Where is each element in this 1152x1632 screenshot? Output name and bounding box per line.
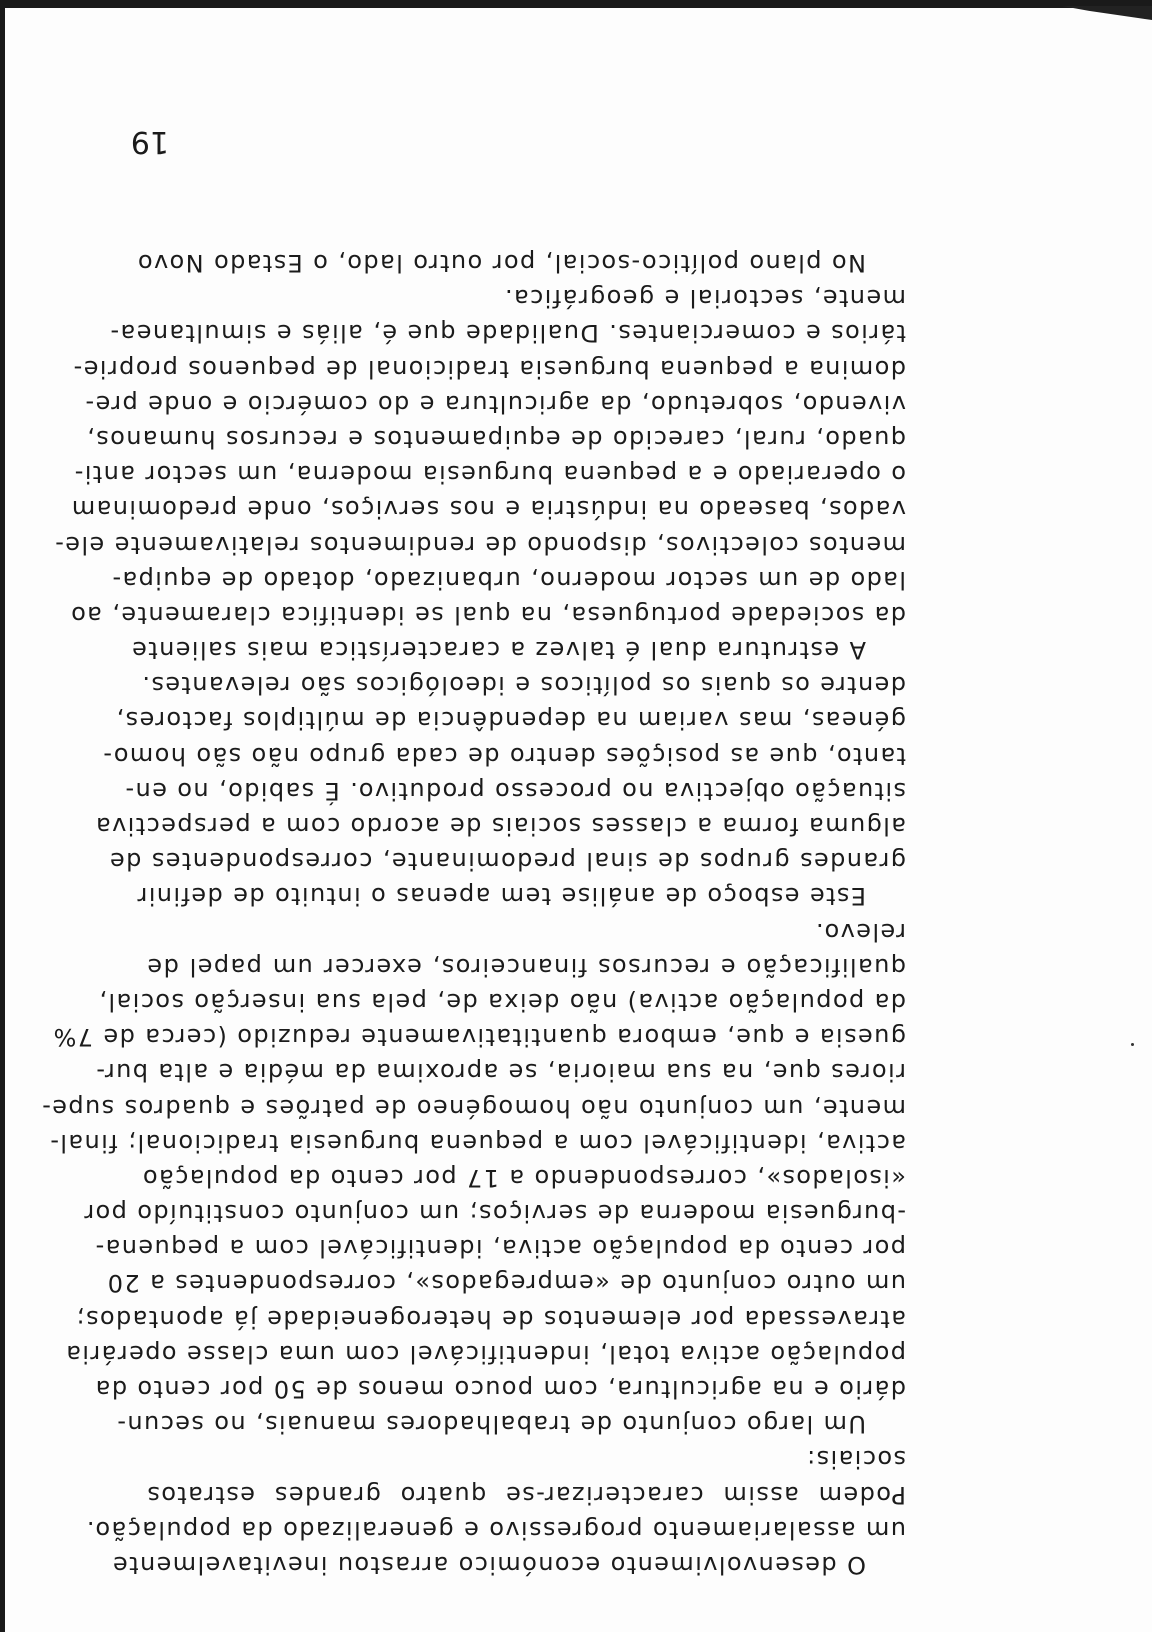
text-line: o operariado e a pequena burguesia moderna, um sector anti- — [73, 460, 906, 489]
text-line: Podem assim caracterizar-se quatro grandes estratos — [146, 1480, 906, 1509]
text-line: um outro conjunto de «empregados», correspondentes a 20 — [106, 1269, 906, 1298]
text-line: por cento da população activa, identificável com a pequena- — [94, 1234, 906, 1263]
paragraph — [40, 913, 906, 1441]
text-line: da população activa) não deixa de, pela sua inserção social, — [98, 988, 906, 1016]
text-line: quado, rural, carecido de equipamentos e recursos humanos, — [85, 425, 906, 453]
text-line: relevo. — [814, 917, 906, 946]
text-line: mentos colectivos, dispondo de rendimentos relativamente ele- — [53, 530, 906, 559]
text-line: -burguesia moderna de serviços; um conjunto constituído por — [82, 1199, 906, 1228]
body-text — [40, 245, 906, 1582]
text-line: grandes grupos de sinal predominante, correspondentes de — [108, 847, 906, 876]
text-line: riores que, na sua maioria, se aproxima da média e alta bur- — [94, 1058, 906, 1087]
text-line: dentre os quais os políticos e ideológicos são relevantes. — [141, 671, 906, 700]
text-line: mente, um conjunto não homogéneo de patrões e quadros supe- — [40, 1093, 906, 1122]
text-line: situação objectiva no processo produtivo. É sabido, no en- — [124, 776, 906, 805]
text-line: O desenvolvimento económico arrastou inevitavelmente — [111, 1551, 866, 1579]
text-line: atravessada por elementos de heterogeneidade já apontados; — [75, 1304, 906, 1333]
text-line: activa, identificável com a pequena burguesia tradicional; final- — [48, 1128, 906, 1157]
text-line: qualificação e recursos financeiros, exercer um papel de — [146, 952, 906, 981]
text-line: tários e comerciantes. Dualidade que é, aliás e simultanea- — [109, 319, 906, 348]
text-line: No plano político-social, por outro lado, o Estado Novo — [136, 249, 866, 278]
paragraph — [85, 1441, 906, 1582]
text-line: guesia e que, embora quantitativamente reduzido (cerca de 7% — [52, 1023, 906, 1052]
text-line: vados, baseado na indústria e nos serviços, onde predominam — [70, 495, 906, 524]
text-line: dário e na agricultura, com pouco menos de 50 por cento da — [94, 1375, 906, 1404]
text-line: A estrutura dual é talvez a característica mais saliente — [130, 636, 866, 665]
text-line: vivendo, sobretudo, da agricultura e do comércio e onde pre- — [84, 389, 906, 418]
text-line: alguma forma a classes sociais de acordo com a perspectiva — [94, 812, 906, 841]
text-line: Este esboço de análise tem apenas o intuito de definir — [136, 882, 866, 911]
text-line: tanto, que as posições dentro de cada grupo não são homo- — [101, 741, 906, 770]
paragraph — [94, 667, 906, 913]
page-number: 19 — [130, 124, 169, 159]
text-line: «isolados», correspondendo a 17 por cento da população — [141, 1163, 906, 1192]
text-line: Um largo conjunto de trabalhadores manuais, no secun- — [115, 1410, 866, 1439]
paragraph — [136, 245, 906, 280]
text-line: da sociedade portuguesa, na qual se identifica claramente, ao — [69, 600, 906, 629]
text-line: mente, sectorial e geográfica. — [503, 284, 906, 313]
text-line: sociais: — [805, 1445, 906, 1474]
text-line: géneas, mas variam na dependência de múltiplos factores, — [115, 706, 906, 735]
text-line: lado de um sector moderno, urbanizado, dotado de equipa- — [111, 565, 906, 594]
text-line: domina a pequena burguesia tradicional de pequenos proprie- — [72, 354, 906, 383]
text-line: um assalariamento progressivo e generalizado da população. — [85, 1515, 906, 1544]
text-line: população activa total, indentificável com uma classe operária — [64, 1339, 906, 1368]
paragraph — [53, 280, 906, 667]
